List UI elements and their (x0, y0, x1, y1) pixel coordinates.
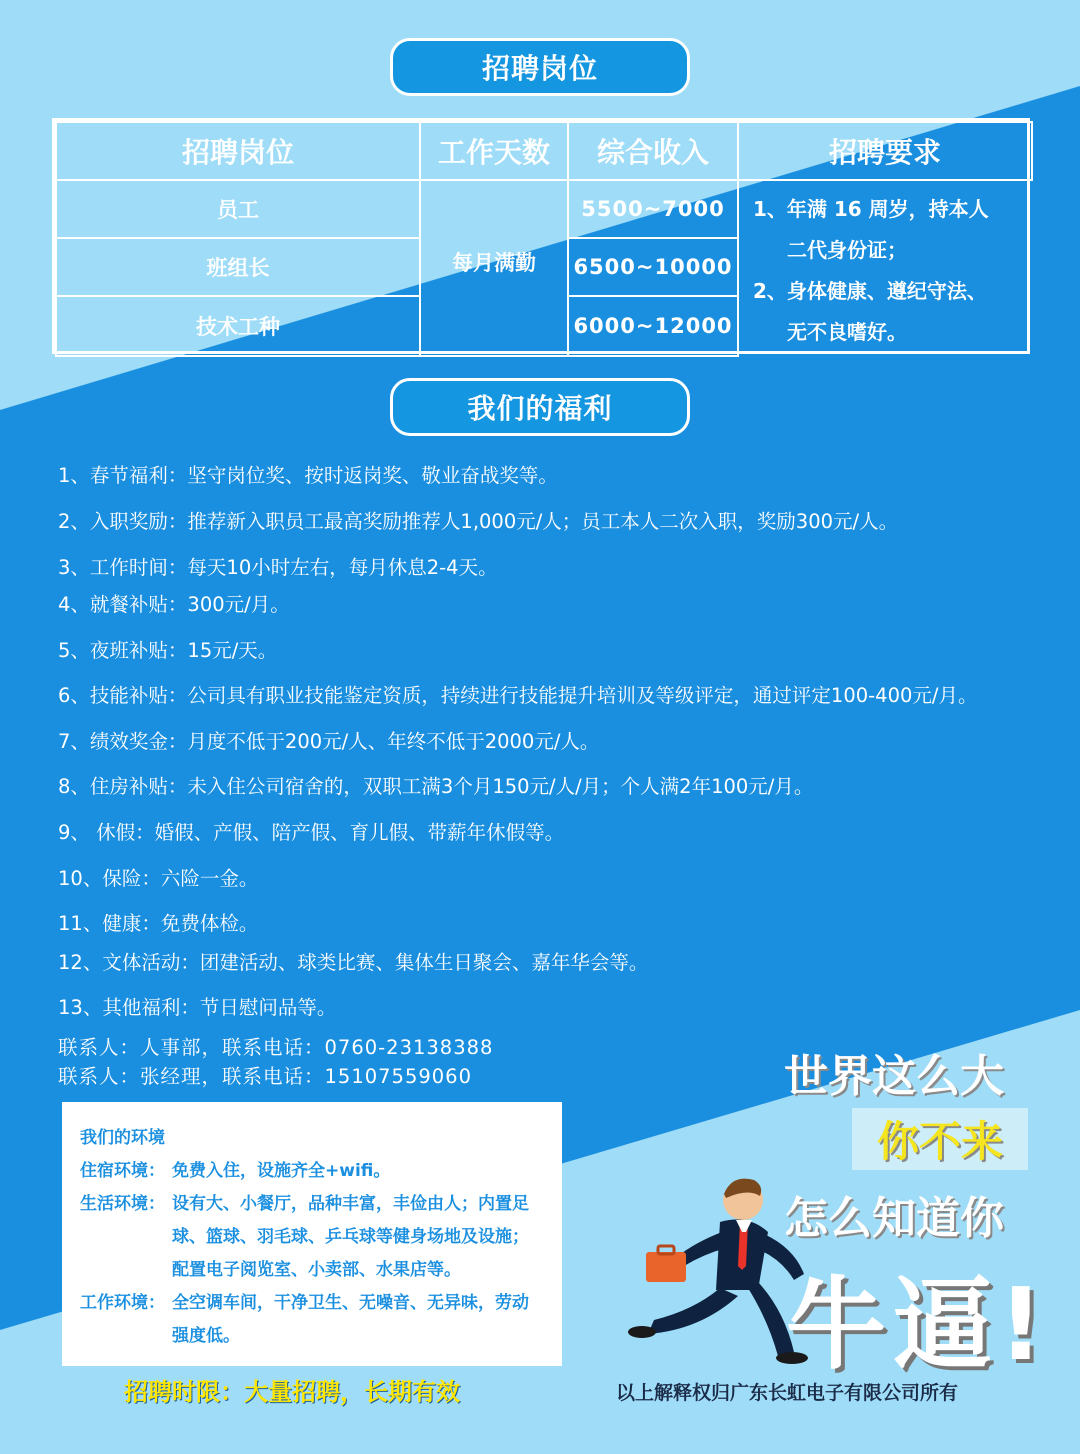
position-row-1: 员工 (55, 179, 421, 239)
benefits-title-pill: 我们的福利 (390, 378, 690, 436)
benefit-item: 9、 休假：婚假、产假、陪产假、育儿假、带薪年休假等。 (58, 821, 565, 844)
environment-key: 生活环境： (80, 1194, 165, 1214)
environment-row (80, 1155, 544, 1188)
slogan-line-2: 你不来 (876, 1117, 1003, 1166)
benefit-item: 3、工作时间：每天10小时左右，每月休息2-4天。 (58, 556, 498, 579)
benefit-item: 5、夜班补贴：15元/天。 (58, 639, 278, 662)
contact-manager: 联系人：张经理，联系电话：15107559060 (58, 1065, 472, 1088)
benefit-item: 7、绩效奖金：月度不低于200元/人、年终不低于2000元/人。 (58, 730, 600, 753)
position-row-2: 班组长 (55, 237, 421, 297)
requirement-line: 2、身体健康、遵纪守法、 (753, 279, 987, 303)
environment-value: 免费入住，设施齐全+wifi。 (172, 1161, 391, 1181)
header-income: 综合收入 (567, 121, 739, 181)
benefit-item: 11、健康：免费体检。 (58, 912, 259, 935)
header-requirements: 招聘要求 (737, 121, 1033, 181)
benefit-item: 4、就餐补贴：300元/月。 (58, 593, 290, 616)
requirement-line: 1、年满 16 周岁，持本人 (753, 197, 989, 221)
benefit-item: 12、文体活动：团建活动、球类比赛、集体生日聚会、嘉年华会等。 (58, 951, 649, 974)
requirement-line: 无不良嗜好。 (787, 320, 907, 344)
recruit-period: 招聘时限：大量招聘，长期有效 (124, 1378, 460, 1406)
slogan-line-2-box (852, 1108, 1028, 1170)
positions-title-pill: 招聘岗位 (390, 38, 690, 96)
position-row-3: 技术工种 (55, 295, 421, 357)
income-row-2: 6500~10000 (567, 237, 739, 297)
contact-hr: 联系人：人事部，联系电话：0760-23138388 (58, 1036, 494, 1059)
environment-value: 全空调车间，干净卫生、无噪音、无异味，劳动强度低。 (172, 1293, 529, 1346)
work-days-cell: 每月满勤 (419, 179, 569, 357)
environment-row (80, 1287, 544, 1353)
environment-key: 工作环境： (80, 1293, 165, 1313)
benefit-item: 10、保险：六险一金。 (58, 867, 259, 890)
income-row-1: 5500~7000 (567, 179, 739, 239)
slogan-line-3: 怎么知道你 (784, 1193, 1004, 1244)
benefit-item: 2、入职奖励：推荐新入职员工最高奖励推荐人1,000元/人；员工本人二次入职，奖励300元/人。 (58, 510, 899, 533)
requirement-line: 二代身份证； (787, 238, 907, 262)
income-row-3: 6000~12000 (567, 295, 739, 357)
jobs-table (52, 118, 1030, 354)
benefit-item: 6、技能补贴：公司具有职业技能鉴定资质，持续进行技能提升培训及等级评定，通过评定100-400元/月。 (58, 684, 978, 707)
environment-row (80, 1188, 544, 1287)
copyright-notice: 以上解释权归广东长虹电子有限公司所有 (616, 1382, 959, 1404)
header-work-days: 工作天数 (419, 121, 569, 181)
requirements-cell (741, 179, 1033, 357)
environment-box (62, 1102, 562, 1366)
benefit-item: 13、其他福利：节日慰问品等。 (58, 996, 337, 1019)
environment-value: 设有大、小餐厅，品种丰富，丰俭由人；内置足球、篮球、羽毛球、乒乓球等健身场地及设施；配置电子阅览室、小卖部、水果店等。 (172, 1194, 529, 1280)
benefit-item: 1、春节福利：坚守岗位奖、按时返岗奖、敬业奋战奖等。 (58, 464, 558, 487)
environment-key: 住宿环境： (80, 1161, 165, 1181)
slogan-line-4: 牛逼! (786, 1266, 1050, 1383)
slogan-line-1: 世界这么大 (784, 1051, 1004, 1102)
header-position: 招聘岗位 (55, 121, 421, 181)
environment-title: 我们的环境 (80, 1128, 165, 1148)
benefit-item: 8、住房补贴：未入住公司宿舍的，双职工满3个月150元/人/月；个人满2年100元/月。 (58, 775, 814, 798)
